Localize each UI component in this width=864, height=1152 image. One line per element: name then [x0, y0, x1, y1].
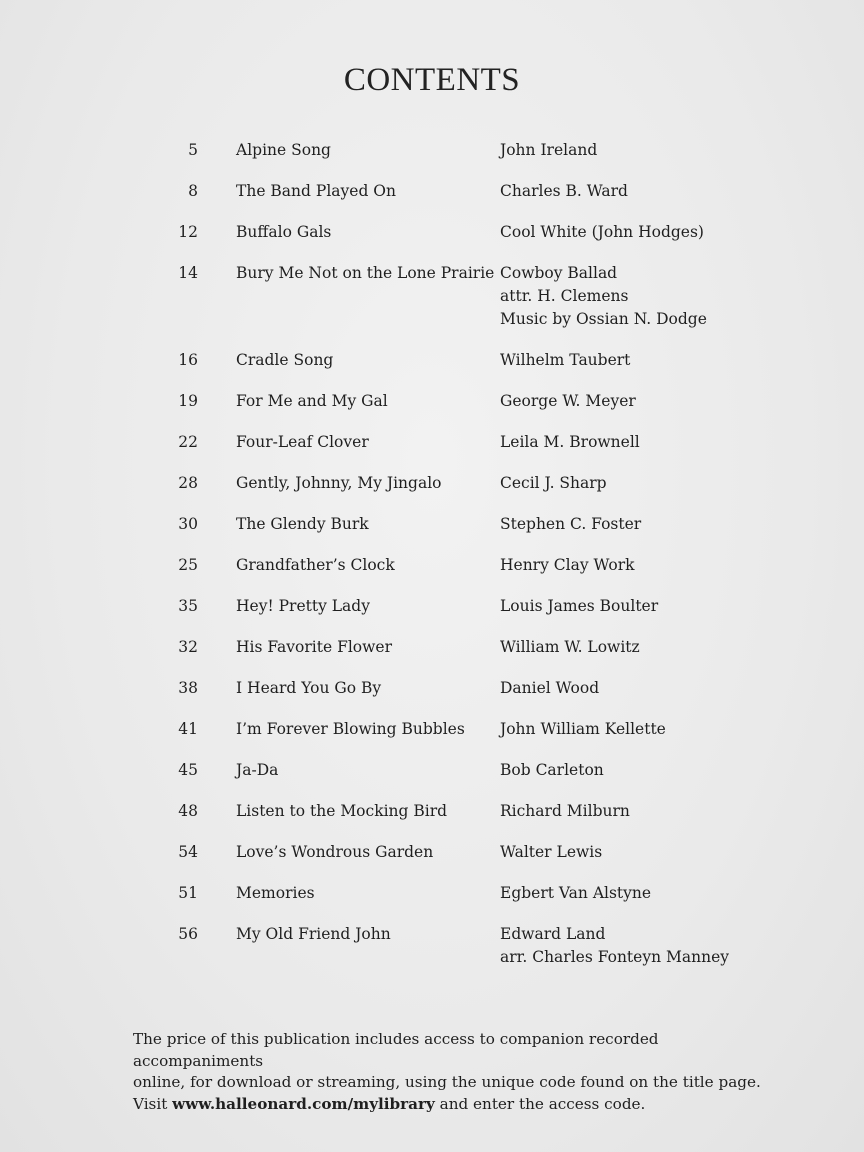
- entry-credits: [500, 759, 840, 782]
- entry-page-number: 56: [178, 925, 198, 943]
- entry-credits: [500, 595, 840, 618]
- page-title: CONTENTS: [343, 62, 521, 98]
- entry-credits: [500, 472, 840, 495]
- entry-credit-line: Cool White (John Hodges): [500, 223, 704, 241]
- entry-credit-line: Leila M. Brownell: [500, 433, 640, 451]
- entry-page-number: 35: [178, 597, 198, 615]
- entry-song-title: His Favorite Flower: [236, 638, 392, 656]
- entry-credit-line: Louis James Boulter: [500, 597, 659, 615]
- entry-page-number: 28: [178, 474, 198, 492]
- entry-song-title: Grandfather’s Clock: [236, 556, 395, 574]
- entry-credit-line: Edward Land: [500, 925, 606, 943]
- entry-song-title: The Glendy Burk: [236, 515, 369, 533]
- entry-page-number: 12: [178, 223, 198, 241]
- entry-song-title: Alpine Song: [236, 141, 331, 159]
- entry-song-title: Listen to the Mocking Bird: [236, 802, 448, 820]
- entry-song-title: I’m Forever Blowing Bubbles: [236, 720, 465, 738]
- entry-page-number: 5: [188, 141, 198, 159]
- entry-credit-line: arr. Charles Fonteyn Manney: [500, 948, 730, 966]
- entry-song-title: Four-Leaf Clover: [236, 433, 369, 451]
- entry-credits: [500, 677, 840, 700]
- entry-credits: [500, 349, 840, 372]
- entry-credits: [500, 262, 840, 331]
- entry-song-title: I Heard You Go By: [236, 679, 382, 697]
- library-url[interactable]: www.halleonard.com/mylibrary: [172, 1094, 435, 1113]
- entry-credit-line: Music by Ossian N. Dodge: [500, 310, 707, 328]
- entry-song-title: For Me and My Gal: [236, 392, 388, 410]
- entry-song-title: Buffalo Gals: [236, 223, 332, 241]
- entry-page-number: 25: [178, 556, 198, 574]
- entry-credit-line: Henry Clay Work: [500, 556, 635, 574]
- entry-song-title: Memories: [236, 884, 315, 902]
- entry-credit-line: William W. Lowitz: [500, 638, 640, 656]
- entry-page-number: 54: [178, 843, 198, 861]
- entry-credits: [500, 180, 840, 203]
- entry-song-title: Gently, Johnny, My Jingalo: [236, 474, 442, 492]
- entry-page-number: 16: [178, 351, 198, 369]
- entry-page-number: 8: [188, 182, 198, 200]
- entry-song-title: Bury Me Not on the Lone Prairie: [236, 264, 495, 282]
- entry-credits: [500, 800, 840, 823]
- entry-page-number: 19: [178, 392, 198, 410]
- access-note: [133, 1029, 773, 1115]
- entry-credits: [500, 513, 840, 536]
- entry-credits: [500, 554, 840, 577]
- entry-credits: [500, 882, 840, 905]
- access-note-line-3: [133, 1094, 773, 1116]
- entry-credit-line: Wilhelm Taubert: [500, 351, 631, 369]
- entry-credit-line: Daniel Wood: [500, 679, 600, 697]
- entry-song-title: The Band Played On: [236, 182, 396, 200]
- access-note-line-1: The price of this publication includes access to companion recorded accompaniments: [133, 1030, 659, 1070]
- entry-credits: [500, 221, 840, 244]
- entry-credit-line: George W. Meyer: [500, 392, 636, 410]
- entry-song-title: Ja-Da: [236, 761, 279, 779]
- entry-song-title: My Old Friend John: [236, 925, 391, 943]
- entry-credits: [500, 718, 840, 741]
- entry-credit-line: Egbert Van Alstyne: [500, 884, 652, 902]
- entry-page-number: 38: [178, 679, 198, 697]
- entry-credits: [500, 139, 840, 162]
- entry-page-number: 30: [178, 515, 198, 533]
- entry-page-number: 22: [178, 433, 198, 451]
- entry-song-title: Love’s Wondrous Garden: [236, 843, 434, 861]
- entry-credit-line: Cecil J. Sharp: [500, 474, 607, 492]
- entry-credit-line: John Ireland: [500, 141, 598, 159]
- entry-credit-line: Richard Milburn: [500, 802, 630, 820]
- access-note-line-2: online, for download or streaming, using the unique code found on the title page.: [133, 1073, 761, 1092]
- entry-page-number: 51: [178, 884, 198, 902]
- entry-credits: [500, 841, 840, 864]
- entry-credits: [500, 636, 840, 659]
- entry-credits: [500, 390, 840, 413]
- entry-credit-line: Stephen C. Foster: [500, 515, 642, 533]
- entry-song-title: Hey! Pretty Lady: [236, 597, 370, 615]
- entry-page-number: 48: [178, 802, 198, 820]
- entry-credit-line: Charles B. Ward: [500, 182, 628, 200]
- entry-page-number: 14: [178, 264, 198, 282]
- visit-suffix: and enter the access code.: [434, 1094, 646, 1113]
- entry-page-number: 45: [178, 761, 198, 779]
- entry-credits: [500, 923, 840, 969]
- entry-song-title: Cradle Song: [236, 351, 334, 369]
- entry-page-number: 41: [178, 720, 198, 738]
- visit-prefix: Visit: [133, 1094, 173, 1113]
- entry-credit-line: John William Kellette: [500, 720, 666, 738]
- entry-credit-line: Walter Lewis: [500, 843, 603, 861]
- entry-page-number: 32: [178, 638, 198, 656]
- entry-credit-line: Bob Carleton: [500, 761, 604, 779]
- entry-credit-line: Cowboy Ballad: [500, 264, 618, 282]
- entry-credit-line: attr. H. Clemens: [500, 287, 629, 305]
- entry-credits: [500, 431, 840, 454]
